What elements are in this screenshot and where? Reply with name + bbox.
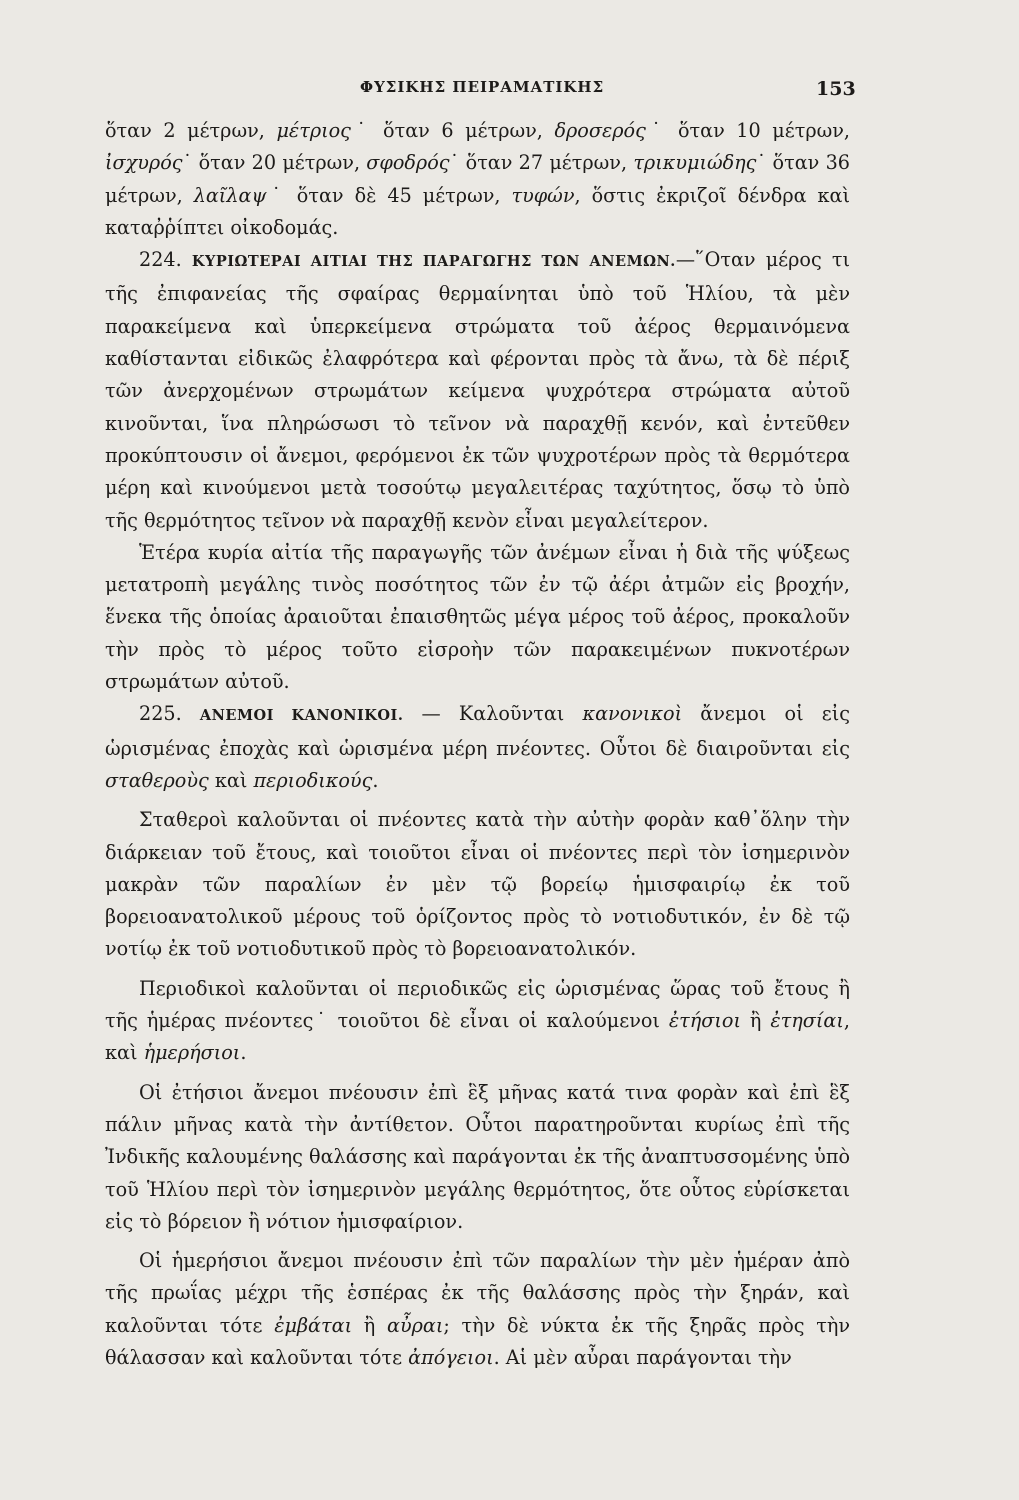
text-run: . xyxy=(240,1041,247,1065)
section-224 xyxy=(105,244,850,537)
italic-term: σφοδρός xyxy=(366,151,450,175)
paragraph-periodic-winds xyxy=(105,973,850,1070)
text-run: —῞Οταν μέρος τι τῆς ἐπιφανείας τῆς σφαίρας θερμαίνηται ὑπὸ τοῦ Ἡλίου, τὰ μὲν παρακείμενα καὶ ὑπερκείμενα στρώματα τοῦ ἀέρος θερμαινόμενα καθίστανται εἰδικῶς ἐλαφρότερα καὶ φέρονται πρὸς τὰ ἄνω, τὰ δὲ πέριξ τῶν ἀνερχομένων στρωμάτων κείμενα ψυχρότερα στρώματα αὐτοῦ κινοῦνται, ἵνα πληρώσωσι τὸ τεῖνον νὰ παραχθῇ κενόν, καὶ ἐντεῦθεν προκύπτουσιν οἱ ἄνεμοι, φερόμενοι ἐκ τῶν ψυχροτέρων πρὸς τὰ θερμότερα μέρη καὶ κινούμενοι μετὰ τοσούτῳ μεγαλειτέρας ταχύτητος, ὅσῳ τὸ ὑπὸ τῆς θερμότητος τεῖνον νὰ παραχθῇ κενὸν εἶναι μεγαλείτερον. xyxy=(105,248,850,532)
section-title: ΚΥΡΙΩΤΕΡΑΙ ΑΙΤΙΑΙ ΤΗΣ ΠΑΡΑΓΩΓΗΣ ΤΩΝ ΑΝΕΜΩΝ. xyxy=(191,253,676,271)
italic-term: δροσερός xyxy=(554,119,646,142)
section-title: ΑΝΕΜΟΙ ΚΑΝΟΝΙΚΟΙ. xyxy=(199,707,404,725)
section-225 xyxy=(105,698,850,797)
text-run: Περιοδικοὶ καλοῦνται οἱ περιοδικῶς εἰς ὡρισμένας ὥρας τοῦ ἔτους ἢ τῆς ἡμέρας πνέοντες˙ τοιοῦτοι δὲ εἶναι οἱ καλούμενοι xyxy=(105,976,850,1033)
text-run: καὶ xyxy=(208,768,254,792)
italic-term: ἡμερήσιοι xyxy=(143,1041,241,1065)
paragraph-daily-winds xyxy=(105,1245,850,1374)
body-text xyxy=(105,115,850,1374)
italic-term: σταθεροὺς xyxy=(105,768,209,792)
text-run: ˙ ὅταν 20 μέτρων, xyxy=(182,151,367,175)
italic-term: αὖραι xyxy=(386,1313,444,1337)
text-run: . xyxy=(372,768,379,792)
italic-term: λαῖλαψ xyxy=(193,183,267,207)
page-header xyxy=(0,78,1019,108)
paragraph-wind-scale xyxy=(105,115,850,244)
running-title: ΦΥΣΙΚΗΣ ΠΕΙΡΑΜΑΤΙΚΗΣ xyxy=(360,78,605,96)
text-run: ἢ xyxy=(352,1313,387,1337)
text-run: ˙ ὅταν 10 μέτρων, xyxy=(645,119,851,142)
italic-term: περιοδικούς xyxy=(253,768,373,792)
paragraph-second-cause: Ἑτέρα κυρία αἰτία τῆς παραγωγῆς τῶν ἀνέμων εἶναι ἡ διὰ τῆς ψύξεως μετατροπὴ μεγάλης τινὸς ποσότητος τῶν ἐν τῷ ἀέρι ἀτμῶν εἰς βροχήν, ἕνεκα τῆς ὁποίας ἀραιοῦται ἐπαισθητῶς μέγα μέρος τοῦ ἀέρος, προκαλοῦν τὴν πρὸς τὸ μέρος τοῦτο εἰσροὴν τῶν παρακειμένων πυκνοτέρων στρωμάτων αὐτοῦ. xyxy=(105,540,850,694)
italic-term: ἐτησίαι xyxy=(770,1009,844,1033)
text-run: Οἱ ἡμερήσιοι ἄνεμοι πνέουσιν ἐπὶ τῶν παραλίων τὴν μὲν ἡμέραν ἀπὸ τῆς πρωΐας μέχρι τῆς ἑσπέρας ἐκ τῆς θαλάσσης πρὸς τὴν ξηράν, καὶ καλοῦνται τότε xyxy=(105,1249,850,1337)
italic-term: ἐμβάται xyxy=(274,1313,353,1337)
italic-term: μέτριος xyxy=(276,119,351,142)
italic-term: ἐτήσιοι xyxy=(668,1009,741,1033)
italic-term: κανονικοὶ xyxy=(582,702,683,726)
page-number: 153 xyxy=(816,78,856,100)
text-run: , ὅστις ἐκριζοῖ δένδρα καὶ καταῤῥίπτει οἰκοδομάς. xyxy=(105,183,850,239)
text-run: — Καλοῦνται xyxy=(403,702,583,726)
text-run: ˙ ὅταν 6 μέτρων, xyxy=(350,119,555,142)
text-run: ˙ ὅταν 27 μέτρων, xyxy=(449,151,634,175)
text-run: . Αἱ μὲν αὖραι παράγονται τὴν xyxy=(493,1345,792,1369)
text-run: ˙ ὅταν 36 μέτρων, xyxy=(105,151,850,207)
italic-term: ἰσχυρός xyxy=(105,151,183,175)
italic-term: ἀπόγειοι xyxy=(408,1345,494,1369)
paragraph-stable-winds: Σταθεροὶ καλοῦνται οἱ πνέοντες κατὰ τὴν αὐτὴν φορὰν καθ᾽ὅλην τὴν διάρκειαν τοῦ ἔτους, καὶ τοιοῦτοι εἶναι οἱ πνέοντες περὶ τὸν ἰσημερινὸν μακρὰν τῶν παραλίων ἐν μὲν τῷ βορείῳ ἡμισφαιρίῳ ἐκ τοῦ βορειοανατολικοῦ μέρους τοῦ ὁρίζοντος πρὸς τὸ νοτιοδυτικόν, ἐν δὲ τῷ νοτίῳ ἐκ τοῦ νοτιοδυτικοῦ πρὸς τὸ βορειοανατολικόν. xyxy=(105,808,850,961)
text-run: ˙ ὅταν δὲ 45 μέτρων, xyxy=(266,183,512,207)
italic-term: τρικυμιώδης xyxy=(633,151,757,175)
text-run: ; τὴν δὲ νύκτα ἐκ τῆς ξηρᾶς πρὸς τὴν θάλασσαν καὶ καλοῦνται τότε xyxy=(105,1313,850,1369)
text-run: ἢ xyxy=(740,1009,771,1033)
section-number: 225. xyxy=(139,702,182,726)
section-number: 224. xyxy=(139,248,182,272)
text-run: ἄνεμοι οἱ εἰς ὡρισμένας ἐποχὰς καὶ ὡρισμένα μέρη πνέοντες. Οὗτοι δὲ διαιροῦνται εἰς xyxy=(105,702,850,760)
text-run: ὅταν 2 μέτρων, xyxy=(105,119,277,142)
text-run: , καὶ xyxy=(105,1009,850,1065)
italic-term: τυφών xyxy=(511,183,575,207)
paragraph-annual-winds: Οἱ ἐτήσιοι ἄνεμοι πνέουσιν ἐπὶ ἓξ μῆνας κατά τινα φορὰν καὶ ἐπὶ ἓξ πάλιν μῆνας κατὰ τὴν ἀντίθετον. Οὗτοι παρατηροῦνται κυρίως ἐπὶ τῆς Ἰνδικῆς καλουμένης θαλάσσης καὶ παράγονται ἐκ τῆς ἀναπτυσσομένης ὑπὸ τοῦ Ἡλίου περὶ τὸν ἰσημερινὸν μεγάλης θερμότητος, ὅτε οὗτος εὑρίσκεται εἰς τὸ βόρειον ἢ νότιον ἡμισφαίριον. xyxy=(105,1080,850,1233)
